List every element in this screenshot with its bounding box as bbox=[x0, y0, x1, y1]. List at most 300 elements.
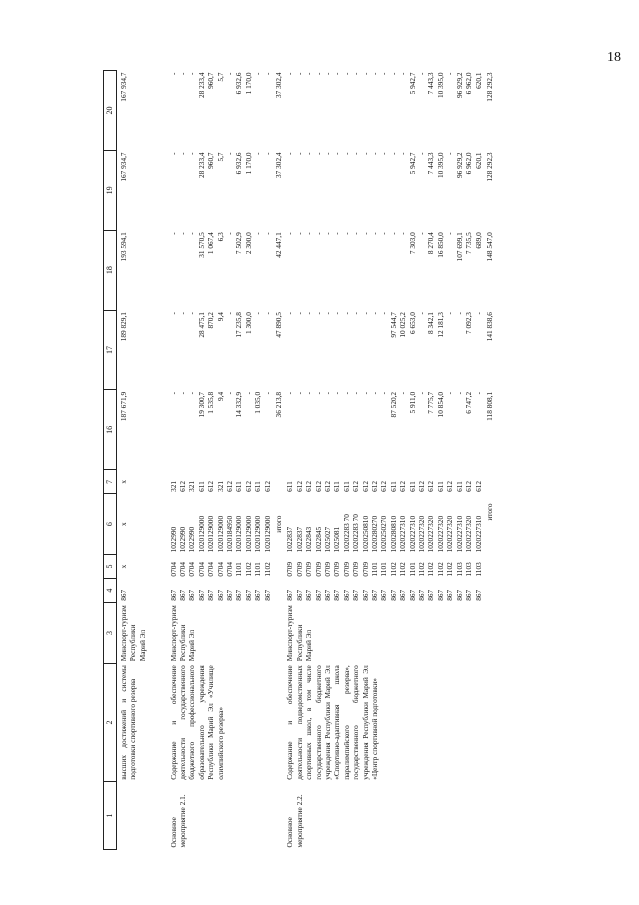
block2-c17 bbox=[283, 310, 483, 390]
block1-c6-line-0: 1022990 bbox=[168, 526, 178, 553]
block1-c7-line-1: 612 bbox=[177, 480, 187, 492]
block2-c4-line-7: 867 bbox=[351, 589, 361, 601]
block2-c20-line-16: 10 395,0 bbox=[435, 72, 445, 99]
block2-c17-line-4: - bbox=[323, 312, 332, 315]
block2-c19-line-5: - bbox=[332, 152, 342, 155]
block1-c5-line-5: 0704 bbox=[215, 561, 225, 577]
block2-c18-line-0: - bbox=[285, 232, 295, 235]
block1-c1: Основное мероприятие 2.1. bbox=[168, 794, 187, 848]
block1-c16-line-6: - bbox=[224, 391, 234, 395]
block1-c17-line-7: 17 235,8 bbox=[234, 312, 244, 338]
block2-c17-line-2: - bbox=[304, 312, 314, 315]
block1-c17-line-6: - bbox=[224, 312, 234, 315]
block1-c6-line-6: 1020184950 bbox=[224, 515, 234, 553]
block1-c4-line-4: 867 bbox=[206, 589, 216, 601]
block1-total-c1 bbox=[272, 782, 283, 850]
block2-c20-line-9: - bbox=[370, 72, 380, 75]
block1-c7-line-9: 611 bbox=[253, 481, 263, 492]
block1-c7-line-0: 321 bbox=[168, 480, 178, 492]
block2-c18-line-20: 689,0 bbox=[473, 232, 483, 249]
header-col-1: 1 bbox=[104, 782, 117, 850]
block2-c16-line-11: 87 520,2 bbox=[388, 391, 398, 418]
block1-c5-line-9: 1101 bbox=[253, 562, 263, 577]
block2-c17-line-0: - bbox=[285, 312, 295, 315]
block2-c4-line-14: 867 bbox=[417, 589, 427, 601]
block2-c17-line-3: - bbox=[313, 312, 323, 315]
block2-c20-line-1: - bbox=[294, 72, 304, 75]
block1-c16-line-1: - bbox=[177, 391, 187, 395]
block2-total-c1 bbox=[483, 782, 494, 850]
block2-c7-line-20: 612 bbox=[473, 480, 483, 492]
block1-c19 bbox=[167, 150, 272, 230]
block2-c18-line-9: - bbox=[370, 232, 380, 235]
block2-total-20: 128 292,3 bbox=[484, 72, 494, 102]
block1-c5-line-8: 1102 bbox=[243, 562, 253, 577]
block2-c1: Основное мероприятие 2.2. bbox=[285, 794, 304, 848]
block2-c6-line-6: 10202283 70 bbox=[341, 514, 351, 553]
block2-c5-line-19: 1103 bbox=[464, 562, 474, 577]
block1-c7-line-4: 612 bbox=[206, 480, 216, 492]
block2-c16-line-7: - bbox=[351, 391, 361, 395]
block1-c5-line-1: 0704 bbox=[177, 561, 187, 577]
block1-c18-line-4: 1 067,4 bbox=[206, 232, 216, 255]
block2-c17-line-10: - bbox=[379, 312, 389, 315]
block1-c18-line-7: 7 502,9 bbox=[234, 232, 244, 255]
block2-c20-line-17: - bbox=[445, 72, 455, 75]
block2-c16-line-20: - bbox=[473, 391, 483, 395]
block2-c17-line-16: 12 181,3 bbox=[435, 312, 445, 338]
block2-c19-line-3: - bbox=[313, 152, 323, 155]
block2-c19-line-10: - bbox=[379, 152, 389, 155]
block2-c4-line-18: 867 bbox=[454, 589, 464, 601]
block2-c4-line-11: 867 bbox=[388, 589, 398, 601]
block2-c18-line-14: - bbox=[417, 232, 427, 235]
block2-c4 bbox=[283, 579, 483, 603]
block2-c17-line-8: - bbox=[360, 312, 370, 315]
block2-c5-line-15: 1102 bbox=[426, 562, 436, 577]
block2-c19-line-17: - bbox=[445, 152, 455, 155]
block1-c5-line-4: 0704 bbox=[206, 561, 216, 577]
block1-c2: Содержание и обеспечение деятельности государственного бюджетного профессионального образовательного учреждения Республики Марий Эл «Училище олимпийского резерва» bbox=[168, 665, 225, 780]
block2-c16-line-14: - bbox=[417, 391, 427, 395]
block1-total-c4 bbox=[272, 579, 283, 603]
block2-c16-line-13: 5 911,0 bbox=[407, 391, 417, 414]
block2-c4-line-0: 867 bbox=[285, 589, 295, 601]
block1-c5-line-2: 0704 bbox=[187, 561, 197, 577]
block2-c16-line-18: - bbox=[454, 391, 464, 395]
block2-c18-line-16: 16 850,0 bbox=[435, 232, 445, 258]
block2-c18-line-11: - bbox=[388, 232, 398, 235]
block2-c20-line-15: 7 443,3 bbox=[426, 72, 436, 95]
block1-total-c7 bbox=[272, 470, 283, 494]
block2-c7-line-1: 612 bbox=[294, 480, 304, 492]
table-row-event-2-2 bbox=[283, 71, 483, 850]
block1-c3: Минспорт-туризм Республики Марий Эл bbox=[168, 605, 197, 662]
block1-total-18: 42 447,1 bbox=[273, 232, 283, 258]
block1-c4-line-10: 867 bbox=[262, 589, 272, 601]
block2-c4-line-8: 867 bbox=[360, 589, 370, 601]
block1-c16-line-2: - bbox=[187, 391, 197, 395]
block2-c7-line-8: 612 bbox=[360, 480, 370, 492]
block1-c4-line-7: 867 bbox=[234, 589, 244, 601]
block1-c17-line-10: - bbox=[262, 312, 272, 315]
block2-c19-line-9: - bbox=[370, 152, 380, 155]
block2-c20-line-18: 96 929,2 bbox=[454, 72, 464, 99]
row0-c6: х bbox=[119, 522, 128, 526]
block1-c6-line-8: 1020129000 bbox=[243, 515, 253, 553]
block2-c18-line-6: - bbox=[341, 232, 351, 235]
block2-c16-line-8: - bbox=[360, 391, 370, 395]
block2-c16-line-12: - bbox=[398, 391, 408, 395]
block2-c6-line-5: 1025081 bbox=[332, 526, 342, 553]
block1-total-16: 36 213,8 bbox=[273, 391, 283, 418]
block2-c16-line-3: - bbox=[313, 391, 323, 395]
block2-total-18: 148 547,0 bbox=[484, 232, 494, 262]
block2-c18 bbox=[283, 230, 483, 310]
block1-c20-line-0: - bbox=[168, 72, 178, 75]
block2-c17-line-19: 7 092,3 bbox=[464, 312, 474, 334]
block2-c5-line-16: 1102 bbox=[435, 562, 445, 577]
block1-c4-line-6: 867 bbox=[224, 589, 234, 601]
block2-c6-line-7: 10202283 70 bbox=[351, 514, 361, 553]
block2-c20-line-19: 6 962,0 bbox=[464, 72, 474, 95]
block1-c4-line-5: 867 bbox=[215, 589, 225, 601]
block2-c7-line-16: 611 bbox=[435, 481, 445, 492]
block2-c7-line-7: 612 bbox=[351, 480, 361, 492]
block2-c20-line-6: - bbox=[341, 72, 351, 75]
header-col-19: 19 bbox=[104, 150, 117, 230]
block2-c17-line-5: - bbox=[332, 312, 342, 315]
block2-c19 bbox=[283, 150, 483, 230]
block1-c6-line-5: 1020129000 bbox=[215, 515, 225, 553]
block2-total-c4 bbox=[483, 579, 494, 603]
block1-c18-line-1: - bbox=[177, 232, 187, 235]
block2-c18-line-8: - bbox=[360, 232, 370, 235]
block1-c19-line-10: - bbox=[262, 152, 272, 155]
block2-c7 bbox=[283, 470, 483, 494]
block1-c16-line-5: 9,4 bbox=[215, 391, 225, 402]
block1-c7-line-2: 321 bbox=[187, 480, 197, 492]
block2-total-17: 141 838,6 bbox=[484, 312, 494, 342]
header-row bbox=[104, 71, 117, 850]
block2-c5-line-18: 1103 bbox=[454, 562, 464, 577]
block2-c4-line-12: 867 bbox=[398, 589, 408, 601]
block2-c16-line-16: 10 854,0 bbox=[435, 391, 445, 418]
header-col-6: 6 bbox=[104, 494, 117, 554]
block1-total-c5 bbox=[272, 554, 283, 578]
block2-c7-line-11: 611 bbox=[388, 481, 398, 492]
block2-c6-line-1: 1022837 bbox=[294, 526, 304, 553]
block1-c18 bbox=[167, 230, 272, 310]
block1-c18-line-3: 31 570,5 bbox=[196, 232, 206, 258]
block2-c6-line-17: 1020227320 bbox=[445, 515, 455, 553]
block2-c7-line-17: 612 bbox=[445, 480, 455, 492]
table-row-event-2-1 bbox=[167, 71, 272, 850]
block1-c19-line-5: 5,7 bbox=[215, 152, 225, 162]
block2-c18-line-12: - bbox=[398, 232, 408, 235]
block1-c6-line-3: 1020129000 bbox=[196, 515, 206, 553]
block2-c6-line-11: 1020280810 bbox=[388, 515, 398, 553]
block2-c6-line-20: 1020227310 bbox=[473, 515, 483, 553]
block1-c6-line-1: 1022990 bbox=[177, 526, 187, 553]
table-row-subprogram-total bbox=[117, 71, 167, 850]
block1-c7-line-10: 612 bbox=[262, 480, 272, 492]
block2-c20-line-14: - bbox=[417, 72, 427, 75]
block2-c7-line-10: 612 bbox=[379, 480, 389, 492]
block1-c7-line-8: 612 bbox=[243, 480, 253, 492]
block2-c19-line-1: - bbox=[294, 152, 304, 155]
block2-total-c3 bbox=[483, 603, 494, 663]
block1-c6-line-2: 1022990 bbox=[187, 526, 197, 553]
block2-c6-line-18: 1020227310 bbox=[454, 515, 464, 553]
block2-c17-line-6: - bbox=[341, 312, 351, 315]
block1-c7 bbox=[167, 470, 272, 494]
block1-c16-line-7: 14 332,9 bbox=[234, 391, 244, 418]
block2-c17-line-14: - bbox=[417, 312, 427, 315]
block2-c18-line-10: - bbox=[379, 232, 389, 235]
block2-c7-line-3: 612 bbox=[313, 480, 323, 492]
block1-c4-line-8: 867 bbox=[243, 589, 253, 601]
block2-c20-line-0: - bbox=[285, 72, 295, 75]
block2-c20-line-13: 5 942,7 bbox=[407, 72, 417, 95]
block2-c4-line-16: 867 bbox=[435, 589, 445, 601]
block1-c20-line-3: 28 233,4 bbox=[196, 72, 206, 99]
row0-c16: 187 671,9 bbox=[119, 391, 128, 422]
block1-c17-line-0: - bbox=[168, 312, 178, 315]
header-col-17: 17 bbox=[104, 310, 117, 390]
block1-c6 bbox=[167, 494, 272, 554]
block1-c4-line-3: 867 bbox=[196, 589, 206, 601]
header-col-3: 3 bbox=[104, 603, 117, 663]
block1-c7-line-5: 321 bbox=[215, 480, 225, 492]
block1-c17-line-9: - bbox=[253, 312, 263, 315]
block1-total-19: 37 302,4 bbox=[273, 152, 283, 178]
block2-c5-line-6: 0709 bbox=[341, 561, 351, 577]
block2-total-c5 bbox=[483, 554, 494, 578]
block1-c5-line-10: 1102 bbox=[262, 562, 272, 577]
block2-c19-line-7: - bbox=[351, 152, 361, 155]
table-row-event-2-2-total bbox=[483, 71, 494, 850]
block1-c5-line-3: 0704 bbox=[196, 561, 206, 577]
block2-c4-line-13: 867 bbox=[407, 589, 417, 601]
block2-c4-line-5: 867 bbox=[332, 589, 342, 601]
header-col-18: 18 bbox=[104, 230, 117, 310]
block2-c18-line-18: 107 699,1 bbox=[454, 232, 464, 262]
block2-c16-line-9: - bbox=[370, 391, 380, 395]
block2-c7-line-13: 611 bbox=[407, 481, 417, 492]
block2-c4-line-15: 867 bbox=[426, 589, 436, 601]
block2-c17-line-15: 8 342,1 bbox=[426, 312, 436, 334]
row0-c19: 167 934,7 bbox=[119, 152, 128, 182]
block2-c18-line-19: 7 735,5 bbox=[464, 232, 474, 255]
block2-c18-line-7: - bbox=[351, 232, 361, 235]
block2-c18-line-4: - bbox=[323, 232, 332, 235]
block1-c4-line-1: 867 bbox=[177, 589, 187, 601]
block1-c17-line-8: 1 300,0 bbox=[243, 312, 253, 334]
block2-c7-line-4: 612 bbox=[323, 480, 332, 492]
block2-c20-line-20: 620,1 bbox=[473, 72, 483, 89]
block1-c17-line-2: - bbox=[187, 312, 197, 315]
block2-c19-line-15: 7 443,3 bbox=[426, 152, 436, 175]
block1-c19-line-6: - bbox=[224, 152, 234, 155]
block1-total-c2 bbox=[272, 663, 283, 782]
block1-c5-line-0: 0704 bbox=[168, 561, 178, 577]
rotated-table-container bbox=[103, 70, 583, 850]
block2-c19-line-16: 10 395,0 bbox=[435, 152, 445, 178]
block1-c19-line-0: - bbox=[168, 152, 178, 155]
block2-c17-line-17: - bbox=[445, 312, 455, 315]
block1-c19-line-3: 28 233,4 bbox=[196, 152, 206, 178]
block1-c19-line-9: - bbox=[253, 152, 263, 155]
block2-c20-line-2: - bbox=[304, 72, 314, 75]
header-col-7: 7 bbox=[104, 470, 117, 494]
block1-c7-line-7: 611 bbox=[234, 481, 244, 492]
block1-c19-line-2: - bbox=[187, 152, 197, 155]
block2-c16-line-15: 7 775,7 bbox=[426, 391, 436, 414]
block2-c19-line-6: - bbox=[341, 152, 351, 155]
block1-c17-line-1: - bbox=[177, 312, 187, 315]
block2-c18-line-13: 7 303,0 bbox=[407, 232, 417, 255]
block1-total-c3 bbox=[272, 603, 283, 663]
block2-c5-line-8: 0709 bbox=[360, 561, 370, 577]
block2-c4-line-19: 867 bbox=[464, 589, 474, 601]
block1-c20-line-7: 6 932,6 bbox=[234, 72, 244, 95]
block2-c19-line-8: - bbox=[360, 152, 370, 155]
block2-c5-line-11: 1102 bbox=[388, 562, 398, 577]
block2-c7-line-6: 611 bbox=[341, 481, 351, 492]
block2-c5 bbox=[283, 554, 483, 578]
block1-c16 bbox=[167, 390, 272, 470]
block2-c5-line-1: 0709 bbox=[294, 561, 304, 577]
block2-c5-line-14: 1102 bbox=[417, 562, 427, 577]
block1-c20-line-1: - bbox=[177, 72, 187, 75]
block1-c18-line-9: - bbox=[253, 232, 263, 235]
block2-c5-line-0: 0709 bbox=[285, 561, 295, 577]
block2-c19-line-18: 96 929,2 bbox=[454, 152, 464, 178]
block2-c20-line-4: - bbox=[323, 72, 332, 75]
block1-c5-line-6: 0704 bbox=[224, 561, 234, 577]
block2-c16-line-6: - bbox=[341, 391, 351, 395]
block2-total-16: 118 808,1 bbox=[484, 391, 494, 421]
block2-c16 bbox=[283, 390, 483, 470]
block1-total-c6: итого bbox=[273, 515, 283, 533]
block2-c4-line-1: 867 bbox=[294, 589, 304, 601]
block2-c17-line-7: - bbox=[351, 312, 361, 315]
block1-c16-line-10: - bbox=[262, 391, 272, 395]
block2-c7-line-12: 612 bbox=[398, 480, 408, 492]
block2-c6-line-13: 1020227310 bbox=[407, 515, 417, 553]
block2-c4-line-4: 867 bbox=[323, 589, 332, 601]
block2-c7-line-2: 612 bbox=[304, 480, 314, 492]
block2-c18-line-2: - bbox=[304, 232, 314, 235]
budget-table bbox=[103, 70, 494, 850]
block2-c6-line-16: 1020227320 bbox=[435, 515, 445, 553]
block1-c19-line-4: 960,7 bbox=[206, 152, 216, 169]
block2-c19-line-11: - bbox=[388, 152, 398, 155]
block2-c4-line-2: 867 bbox=[304, 589, 314, 601]
block1-c16-line-8: - bbox=[243, 391, 253, 395]
block2-c6-line-8: 1020250810 bbox=[360, 515, 370, 553]
page-number: 18 bbox=[607, 50, 621, 65]
block1-c6-line-10: 1020129000 bbox=[262, 515, 272, 553]
block2-c20 bbox=[283, 71, 483, 151]
header-col-16: 16 bbox=[104, 390, 117, 470]
block2-c17-line-20: - bbox=[473, 312, 483, 315]
row0-c7: х bbox=[119, 480, 128, 484]
block2-c5-line-5: 0709 bbox=[332, 561, 342, 577]
block2-total-label: итого bbox=[484, 503, 494, 521]
block1-c18-line-2: - bbox=[187, 232, 197, 235]
block1-c17 bbox=[167, 310, 272, 390]
block1-c18-line-0: - bbox=[168, 232, 178, 235]
block2-c7-line-14: 612 bbox=[417, 480, 427, 492]
block2-c6-line-10: 1020250270 bbox=[379, 515, 389, 553]
block2-c19-line-19: 6 962,0 bbox=[464, 152, 474, 175]
block2-c5-line-7: 0709 bbox=[351, 561, 361, 577]
block2-c6-line-0: 1022837 bbox=[285, 526, 295, 553]
block1-total-20: 37 302,4 bbox=[273, 72, 283, 99]
block1-c20-line-5: 5,7 bbox=[215, 72, 225, 82]
block1-c4-line-9: 867 bbox=[253, 589, 263, 601]
block1-c18-line-10: - bbox=[262, 232, 272, 235]
block2-c5-line-9: 1101 bbox=[370, 562, 380, 577]
block2-c16-line-10: - bbox=[379, 391, 389, 395]
block2-c18-line-3: - bbox=[313, 232, 323, 235]
block2-c5-line-2: 0709 bbox=[304, 561, 314, 577]
block2-c7-line-0: 611 bbox=[285, 481, 295, 492]
block2-c7-line-18: 611 bbox=[454, 481, 464, 492]
block2-c6-line-14: 1020227320 bbox=[417, 515, 427, 553]
block2-c17-line-18: - bbox=[454, 312, 464, 315]
header-col-5: 5 bbox=[104, 554, 117, 578]
block2-c5-line-12: 1102 bbox=[398, 562, 408, 577]
table-row-event-2-1-total bbox=[272, 71, 283, 850]
block2-c7-line-15: 612 bbox=[426, 480, 436, 492]
block1-c4-line-0: 867 bbox=[168, 589, 178, 601]
block1-c6-line-7: 1020129000 bbox=[234, 515, 244, 553]
block2-c17-line-1: - bbox=[294, 312, 304, 315]
block1-c19-line-8: 1 170,0 bbox=[243, 152, 253, 175]
block1-c17-line-5: 9,4 bbox=[215, 312, 225, 322]
block2-c16-line-19: 6 747,2 bbox=[464, 391, 474, 414]
block2-c4-line-17: 867 bbox=[445, 589, 455, 601]
block2-c5-line-3: 0709 bbox=[313, 561, 323, 577]
block2-c6-line-3: 1022845 bbox=[313, 526, 323, 553]
block1-c5 bbox=[167, 554, 272, 578]
block1-c18-line-6: - bbox=[224, 232, 234, 235]
block2-c18-line-5: - bbox=[332, 232, 342, 235]
block1-c18-line-5: 6,3 bbox=[215, 232, 225, 242]
block1-total-17: 47 890,5 bbox=[273, 312, 283, 338]
header-col-20: 20 bbox=[104, 71, 117, 151]
block2-c6 bbox=[283, 494, 483, 554]
block2-c17-line-12: 10 025,2 bbox=[398, 312, 408, 338]
block2-c20-line-11: - bbox=[388, 72, 398, 75]
block2-c5-line-4: 0709 bbox=[323, 561, 332, 577]
block2-c2: Содержание и обеспечение деятельности подведомственных спортивных школ, в том числе государственного бюджетного учреждения Республики Марий Эл «Спортивно-адаптивная школа паралимпийского резерва», государственного бюджетного учреждения Республики Марий Эл «Центр спортивной подготовки» bbox=[285, 665, 380, 780]
block2-c16-line-2: - bbox=[304, 391, 314, 395]
block2-c19-line-14: - bbox=[417, 152, 427, 155]
block2-c17-line-11: 97 544,7 bbox=[388, 312, 398, 338]
block1-c20-line-10: - bbox=[262, 72, 272, 75]
block2-c6-line-4: 1025027 bbox=[323, 526, 332, 553]
block2-c6-line-9: 1020280270 bbox=[370, 515, 380, 553]
block2-c19-line-2: - bbox=[304, 152, 314, 155]
block2-c17-line-9: - bbox=[370, 312, 380, 315]
row0-c4: 867 bbox=[119, 589, 128, 601]
block1-c20 bbox=[167, 71, 272, 151]
block2-c5-line-20: 1103 bbox=[473, 562, 483, 577]
